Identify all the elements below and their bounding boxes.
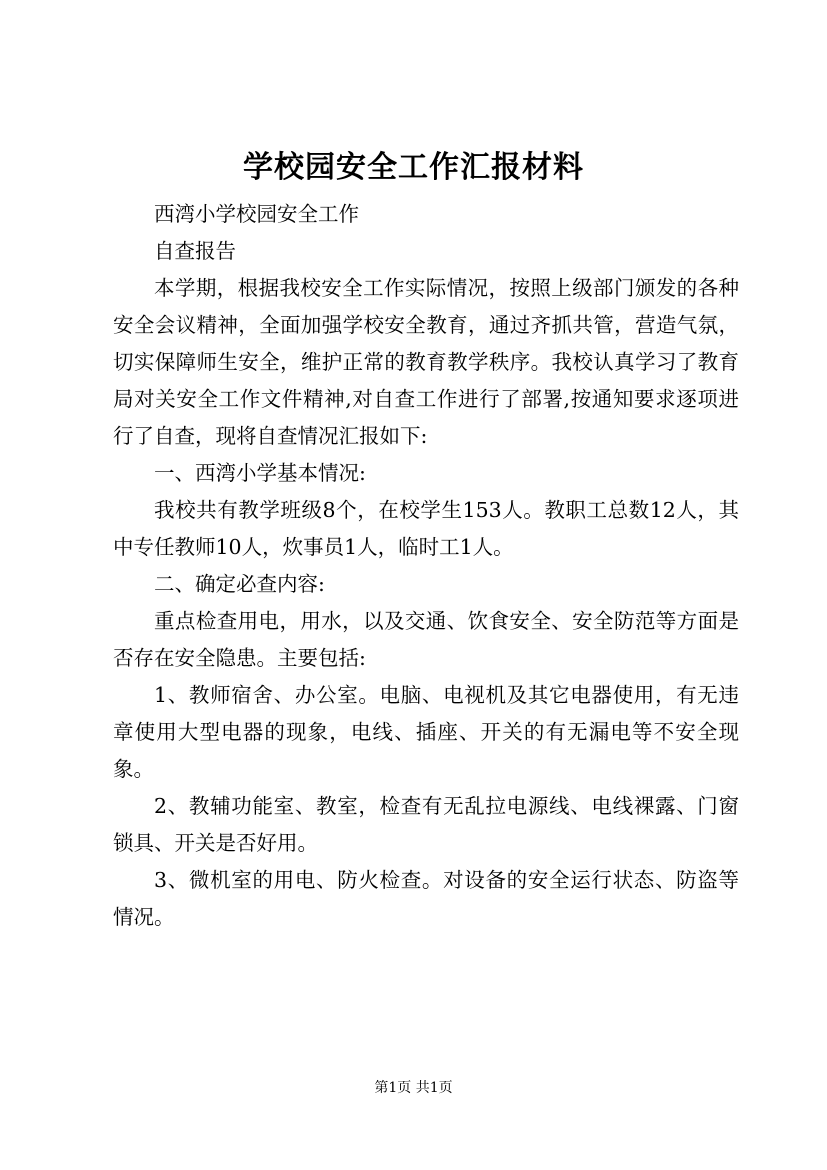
paragraph-2: 自查报告	[154, 239, 236, 263]
paragraph-6: 二、确定必查内容:	[154, 572, 325, 596]
document-body	[113, 196, 739, 936]
paragraph-1: 西湾小学校园安全工作	[154, 202, 359, 226]
paragraph-10: 3、微机室的用电、防火检查。对设备的安全运行状态、防盗等情况。	[113, 868, 739, 929]
page-footer: 第1页 共1页	[374, 1080, 453, 1096]
paragraph-9: 2、教辅功能室、教室，检查有无乱拉电源线、电线裸露、门窗锁具、开关是否好用。	[113, 794, 739, 855]
paragraph-3: 本学期，根据我校安全工作实际情况，按照上级部门颁发的各种安全会议精神，全面加强学校安全教育，通过齐抓共管，营造气氛，切实保障师生安全，维护正常的教育教学秩序。我校认真学习了教育局对关安全工作文件精神,对自查工作进行了部署,按通知要求逐项进行了自查，现将自查情况汇报如下:	[113, 276, 739, 448]
paragraph-8: 1、教师宿舍、办公室。电脑、电视机及其它电器使用，有无违章使用大型电器的现象，电线、插座、开关的有无漏电等不安全现象。	[113, 683, 739, 781]
paragraph-7: 重点检查用电，用水，以及交通、饮食安全、安全防范等方面是否存在安全隐患。主要包括:	[113, 609, 739, 670]
paragraph-5: 我校共有教学班级8个，在校学生153人。教职工总数12人，其中专任教师10人，炊事员1人，临时工1人。	[113, 498, 739, 559]
document-title: 学校园安全工作汇报材料	[243, 150, 584, 185]
paragraph-4: 一、西湾小学基本情况:	[154, 461, 366, 485]
